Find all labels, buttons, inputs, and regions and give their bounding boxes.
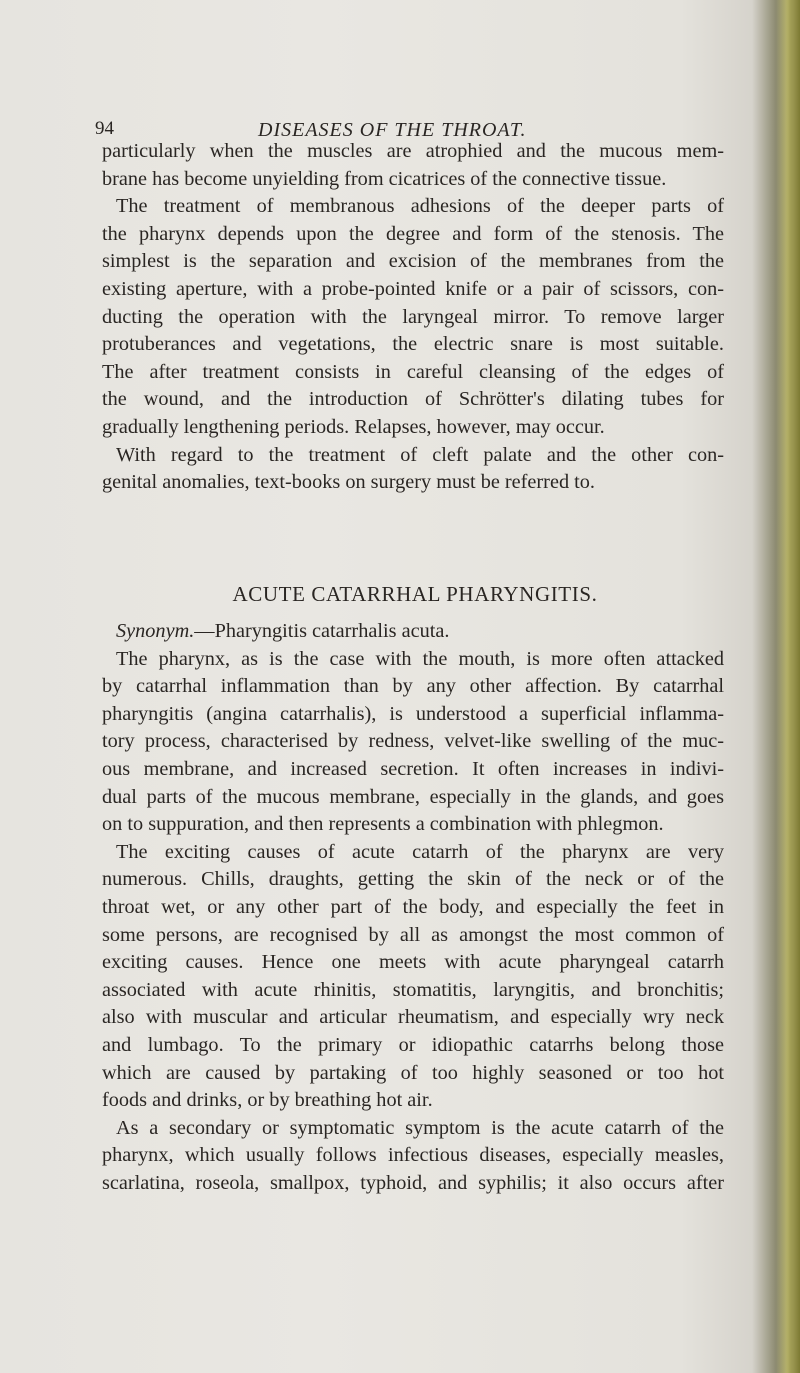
text-line: numerous. Chills, draughts, getting the skin of the neck or of the bbox=[102, 868, 724, 891]
text-line: the wound, and the introduction of Schrötter's dilating tubes for bbox=[102, 388, 724, 411]
synonym-text: —Pharyngitis catarrhalis acuta. bbox=[194, 620, 450, 642]
page-edge bbox=[786, 0, 800, 1373]
running-title: DISEASES OF THE THROAT. bbox=[258, 119, 527, 141]
text-line: particularly when the muscles are atrophied and the mucous mem- bbox=[102, 140, 724, 162]
text-line: and lumbago. To the primary or idiopathic catarrhs belong those bbox=[102, 1033, 724, 1056]
text-line: also with muscular and articular rheumatism, and especially wry neck bbox=[102, 1006, 724, 1029]
text-line: associated with acute rhinitis, stomatitis, laryngitis, and bronchitis; bbox=[102, 978, 724, 1001]
text-line: foods and drinks, or by breathing hot air. bbox=[102, 1089, 433, 1112]
synonym-line bbox=[102, 618, 724, 646]
text-line: tory process, characterised by redness, velvet-like swelling of the muc- bbox=[102, 730, 724, 753]
text-line: on to suppuration, and then represents a combination with phlegmon. bbox=[102, 813, 664, 836]
text-line: The pharynx, as is the case with the mouth, is more often attacked bbox=[116, 647, 724, 670]
opening-paragraphs bbox=[102, 138, 724, 497]
section-heading bbox=[0, 582, 800, 607]
text-line: throat wet, or any other part of the body, and especially the feet in bbox=[102, 895, 724, 918]
section-heading-text: ACUTE CATARRHAL PHARYNGITIS. bbox=[232, 582, 598, 606]
text-line: The treatment of membranous adhesions of the deeper parts of bbox=[116, 195, 724, 218]
text-line: ducting the operation with the laryngeal mirror. To remove larger bbox=[102, 305, 724, 328]
text-line: dual parts of the mucous membrane, especially in the glands, and goes bbox=[102, 785, 724, 808]
text-line: the pharynx depends upon the degree and form of the stenosis. The bbox=[102, 222, 724, 245]
text-line: pharynx, which usually follows infectious diseases, especially measles, bbox=[102, 1144, 724, 1167]
text-line: protuberances and vegetations, the electric snare is most suitable. bbox=[102, 333, 724, 356]
text-line: pharyngitis (angina catarrhalis), is understood a superficial inflamma- bbox=[102, 702, 724, 725]
text-line: As a secondary or symptomatic symptom is the acute catarrh of the bbox=[116, 1116, 724, 1139]
text-line: some persons, are recognised by all as amongst the most common of bbox=[102, 923, 724, 946]
text-line: by catarrhal inflammation than by any other affection. By catarrhal bbox=[102, 675, 724, 698]
text-line: The after treatment consists in careful cleansing of the edges of bbox=[102, 360, 724, 383]
text-line: The exciting causes of acute catarrh of the pharynx are very bbox=[116, 840, 724, 863]
text-line: scarlatina, roseola, smallpox, typhoid, and syphilis; it also occurs after bbox=[102, 1171, 724, 1194]
text-line: gradually lengthening periods. Relapses, however, may occur. bbox=[102, 415, 605, 438]
text-line: With regard to the treatment of cleft palate and the other con- bbox=[116, 443, 724, 466]
text-line: genital anomalies, text-books on surgery must be referred to. bbox=[102, 471, 595, 494]
text-line: simplest is the separation and excision of the membranes from the bbox=[102, 250, 724, 273]
text-line: existing aperture, with a probe-pointed knife or a pair of scissors, con- bbox=[102, 277, 724, 300]
text-line: exciting causes. Hence one meets with acute pharyngeal catarrh bbox=[102, 951, 724, 974]
synonym-label: Synonym. bbox=[116, 620, 195, 642]
page-number: 94 bbox=[95, 118, 114, 139]
text-line: brane has become unyielding from cicatrices of the connective tissue. bbox=[102, 167, 667, 190]
text-line: ous membrane, and increased secretion. It often increases in indivi- bbox=[102, 757, 724, 780]
text-line: which are caused by partaking of too highly seasoned or too hot bbox=[102, 1061, 724, 1084]
section-body bbox=[102, 618, 724, 1197]
